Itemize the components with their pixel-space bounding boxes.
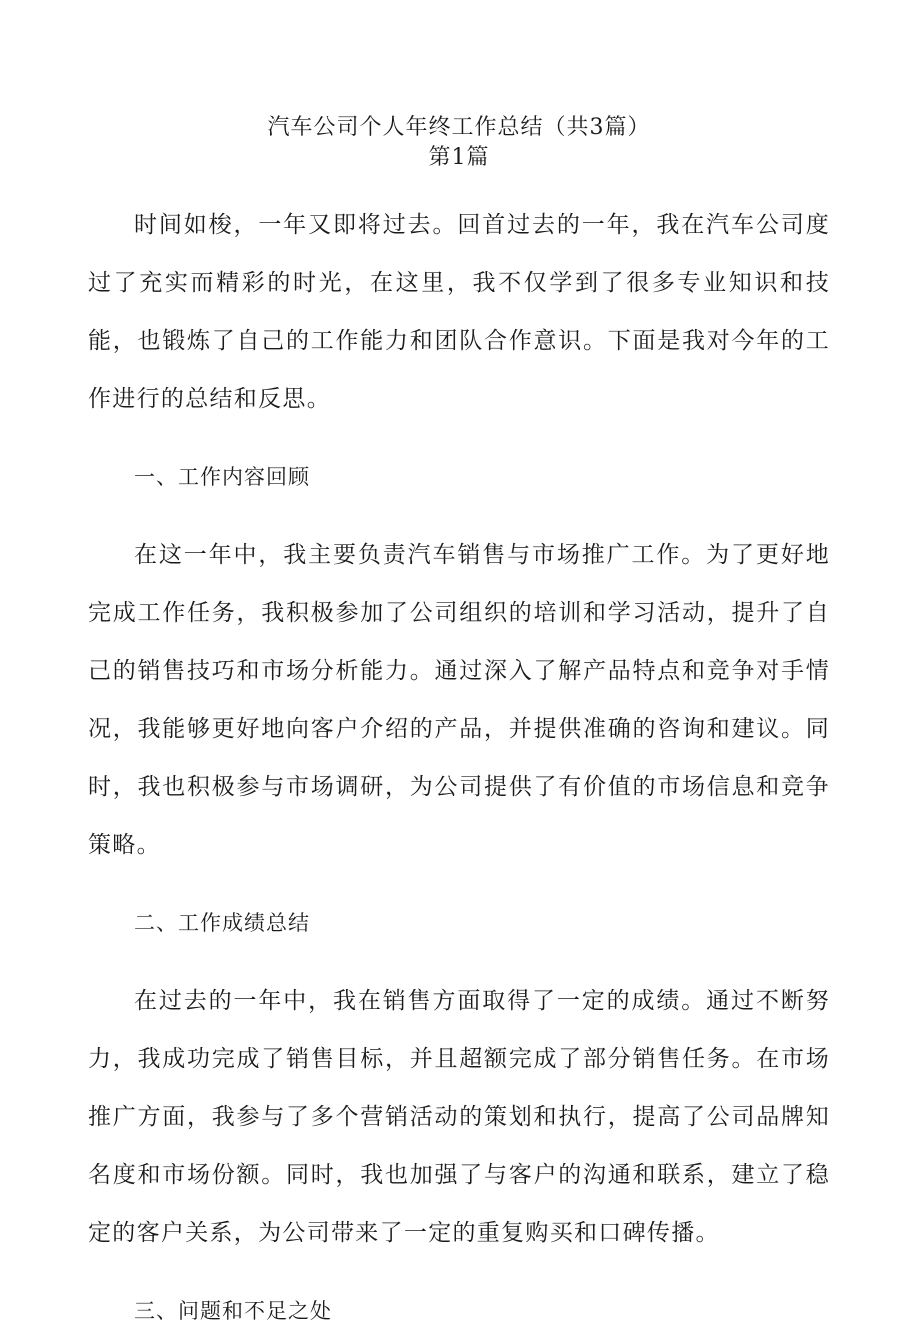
section-heading-achievements: 二、工作成绩总结 bbox=[134, 911, 310, 935]
spacer bbox=[88, 1262, 830, 1282]
document-subtitle: 第1篇 bbox=[428, 145, 490, 170]
document-title: 汽车公司个人年终工作总结（共3篇） bbox=[267, 115, 651, 140]
spacer bbox=[88, 952, 830, 972]
section-heading-work-review: 一、工作内容回顾 bbox=[134, 465, 310, 489]
intro-paragraph: 时间如梭，一年又即将过去。回首过去的一年，我在汽车公司度过了充实而精彩的时光，在这里，我不仅学到了很多专业知识和技能，也锻炼了自己的工作能力和团队合作意识。下面是我对今年的工作进行的总结和反思。 bbox=[88, 212, 830, 412]
spacer bbox=[88, 506, 830, 526]
section-body-work-review: 在这一年中，我主要负责汽车销售与市场推广工作。为了更好地完成工作任务，我积极参加了公司组织的培训和学习活动，提升了自己的销售技巧和市场分析能力。通过深入了解产品特点和竞争对手情况，我能够更好地向客户介绍的产品，并提供准确的咨询和建议。同时，我也积极参与市场调研，为公司提供了有价值的市场信息和竞争策略。 bbox=[88, 542, 830, 858]
section-heading-problems: 三、问题和不足之处 bbox=[134, 1299, 332, 1323]
spacer bbox=[88, 874, 830, 894]
spacer bbox=[88, 428, 830, 448]
section-body-achievements: 在过去的一年中，我在销售方面取得了一定的成绩。通过不断努力，我成功完成了销售目标，并且超额完成了部分销售任务。在市场推广方面，我参与了多个营销活动的策划和执行，提高了公司品牌知名度和市场份额。同时，我也加强了与客户的沟通和联系，建立了稳定的客户关系，为公司带来了一定的重复购买和口碑传播。 bbox=[88, 988, 830, 1246]
